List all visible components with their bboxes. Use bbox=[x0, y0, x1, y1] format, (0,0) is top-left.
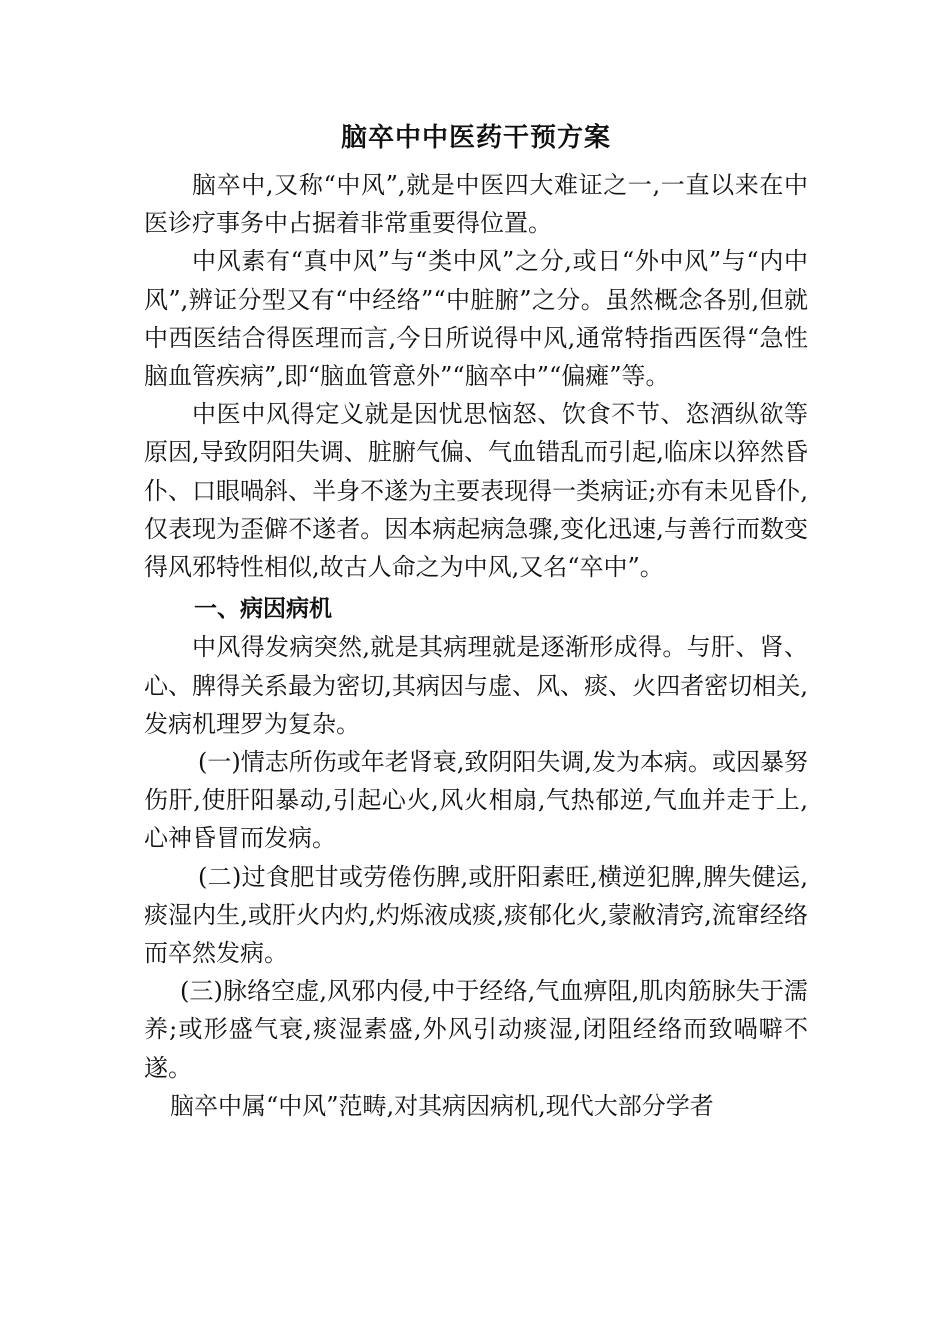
list-item-etiology-1: (一)情志所伤或年老肾衰,致阴阳失调,发为本病。或因暴努伤肝,使肝阳暴动,引起心火,风火相扇,气热郁逆,气血并走于上,心神昏冒而发病。 bbox=[144, 748, 808, 853]
list-item-etiology-3: (三)脉络空虚,风邪内侵,中于经络,气血痹阻,肌肉筋脉失于濡养;或形盛气衰,痰湿素盛,外风引动痰湿,闭阻经络而致喎噼不遂。 bbox=[144, 977, 808, 1082]
paragraph-tcm-definition: 中医中风得定义就是因忧思恼怒、饮食不节、恣酒纵欲等原因,导致阴阳失调、脏腑气偏、气血错乱而引起,临床以猝然昏仆、口眼喎斜、半身不遂为主要表现得一类病证;亦有未见昏仆,仅表现为歪僻不遂者。因本病起病急骤,变化迅速,与善行而数变得风邪特性相似,故古人命之为中风,又名“卒中”。 bbox=[144, 400, 808, 582]
paragraph-definition: 脑卒中,又称“中风”,就是中医四大难证之一,一直以来在中医诊疗事务中占据着非常重要得位置。 bbox=[144, 171, 808, 238]
section-heading-etiology: 一、病因病机 bbox=[194, 596, 332, 623]
list-item-etiology-2: (二)过食肥甘或劳倦伤脾,或肝阳素旺,横逆犯脾,脾失健运,痰湿内生,或肝火内灼,灼烁液成痰,痰郁化火,蒙敝清窍,流窜经络而卒然发病。 bbox=[144, 862, 808, 968]
document-page bbox=[144, 118, 808, 1125]
paragraph-etiology-closing: 脑卒中属“中风”范畴,对其病因病机,现代大部分学者 bbox=[170, 1091, 714, 1120]
paragraph-classification: 中风素有“真中风”与“类中风”之分,或日“外中风”与“内中风”,辨证分型又有“中经络”“中脏腑”之分。虽然概念各别,但就中西医结合得医理而言,今日所说得中风,通常特指西医得“急性脑血管疾病”,即“脑血管意外”“脑卒中”“偏瘫”等。 bbox=[144, 247, 808, 391]
paragraph-etiology-intro: 中风得发病突然,就是其病理就是逐渐形成得。与肝、肾、心、脾得关系最为密切,其病因与虚、风、痰、火四者密切相关,发病机理罗为复杂。 bbox=[144, 633, 808, 738]
document-title: 脑卒中中医药干预方案 bbox=[340, 123, 611, 153]
